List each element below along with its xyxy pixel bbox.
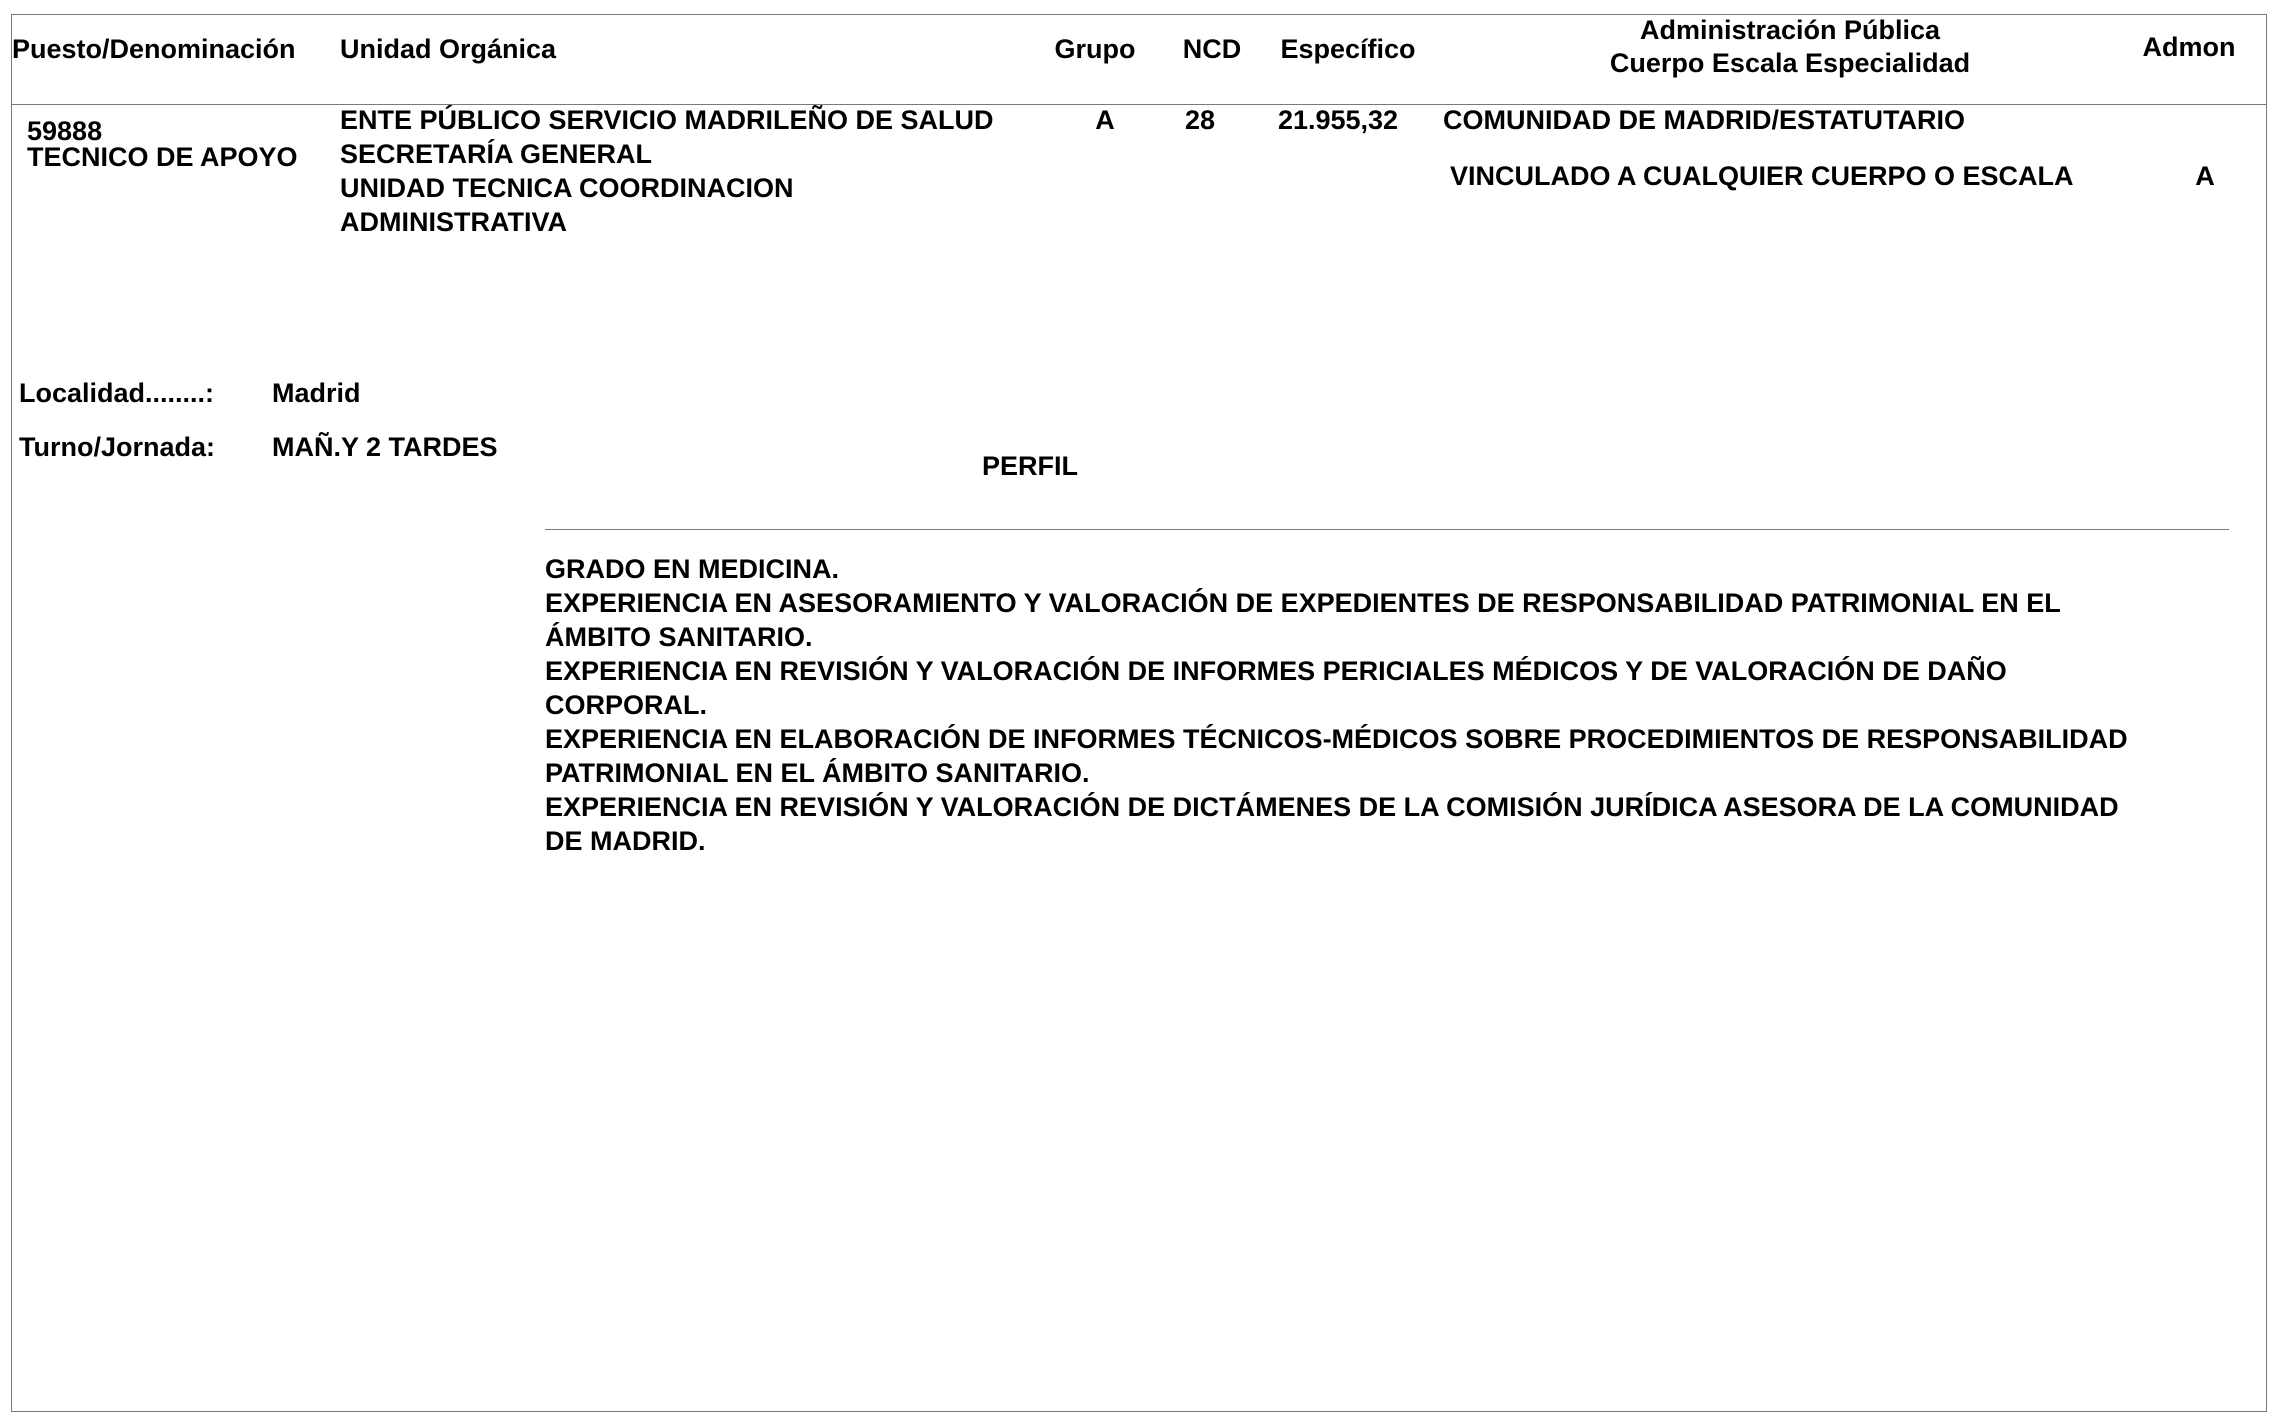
puesto-denominacion: TECNICO DE APOYO xyxy=(27,142,298,172)
turno-label: Turno/Jornada: xyxy=(19,432,216,462)
header-puesto: Puesto/Denominación xyxy=(12,34,296,64)
puesto-codigo: 59888 xyxy=(27,116,103,146)
perfil-text xyxy=(545,552,2128,858)
localidad-label: Localidad........: xyxy=(19,378,215,408)
perfil-line: CORPORAL. xyxy=(545,690,707,720)
perfil-line: PATRIMONIAL EN EL ÁMBITO SANITARIO. xyxy=(545,758,1090,788)
perfil-line: EXPERIENCIA EN ELABORACIÓN DE INFORMES TÉCNICOS-MÉDICOS SOBRE PROCEDIMIENTOS DE RESPONSABILIDAD xyxy=(545,724,2128,754)
unidad-line: ADMINISTRATIVA xyxy=(340,207,567,237)
unidad-line: ENTE PÚBLICO SERVICIO MADRILEÑO DE SALUD xyxy=(340,105,994,135)
header-ncd: NCD xyxy=(1182,34,1242,64)
grupo-value: A xyxy=(1095,105,1115,135)
header-admon: Admon xyxy=(2142,32,2236,62)
administracion-value: COMUNIDAD DE MADRID/ESTATUTARIO xyxy=(1443,105,1965,135)
perfil-line: EXPERIENCIA EN REVISIÓN Y VALORACIÓN DE DICTÁMENES DE LA COMISIÓN JURÍDICA ASESORA DE LA COMUNIDAD xyxy=(545,792,2119,822)
perfil-line: GRADO EN MEDICINA. xyxy=(545,554,840,584)
header-unidad: Unidad Orgánica xyxy=(340,34,557,64)
unidad-line: SECRETARÍA GENERAL xyxy=(340,139,653,169)
turno-value: MAÑ.Y 2 TARDES xyxy=(272,432,498,462)
header-cuerpo-escala: Cuerpo Escala Especialidad xyxy=(1609,48,1971,78)
unidad-line: UNIDAD TECNICA COORDINACION xyxy=(340,173,794,203)
cuerpo-value: VINCULADO A CUALQUIER CUERPO O ESCALA xyxy=(1450,161,2074,191)
especifico-value: 21.955,32 xyxy=(1277,105,1399,135)
ncd-value: 28 xyxy=(1184,105,1216,135)
perfil-divider xyxy=(545,529,2229,530)
admon-value: A xyxy=(2195,161,2215,191)
perfil-line: EXPERIENCIA EN REVISIÓN Y VALORACIÓN DE INFORMES PERICIALES MÉDICOS Y DE VALORACIÓN DE DAÑO xyxy=(545,656,2007,686)
perfil-title: PERFIL xyxy=(982,451,1079,481)
perfil-line: EXPERIENCIA EN ASESORAMIENTO Y VALORACIÓN DE EXPEDIENTES DE RESPONSABILIDAD PATRIMONIAL EN EL xyxy=(545,588,2061,618)
perfil-line: ÁMBITO SANITARIO. xyxy=(545,622,813,652)
localidad-value: Madrid xyxy=(272,378,361,408)
unidad-organica xyxy=(340,103,994,239)
header-especifico: Específico xyxy=(1280,34,1416,64)
perfil-line: DE MADRID. xyxy=(545,826,706,856)
header-administracion: Administración Pública xyxy=(1639,15,1941,45)
header-grupo: Grupo xyxy=(1054,34,1136,64)
